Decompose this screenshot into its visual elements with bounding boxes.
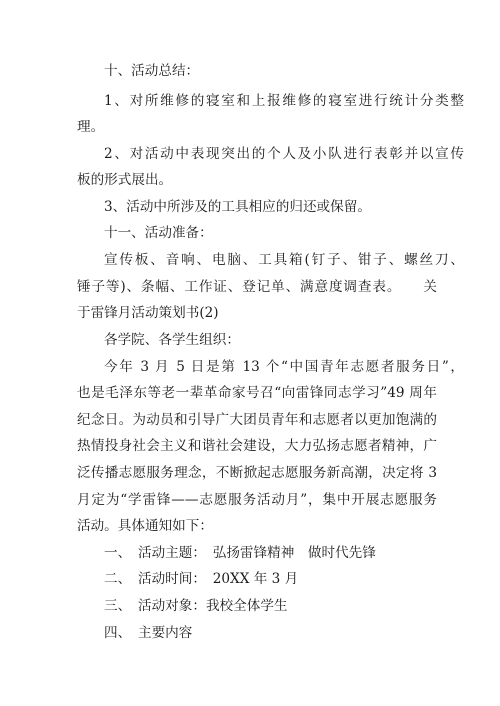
section-heading-summary: 十、活动总结：: [104, 63, 200, 79]
paragraph-line: 热情投身社会主义和谐社会建设，大力弘扬志愿者精神，广: [77, 438, 437, 454]
list-item-theme: 一、 活动主题： 弘扬雷锋精神 做时代先锋: [104, 545, 376, 561]
paragraph-line: 纪念日。为动员和引导广大团员青年和志愿者以更加饱满的: [77, 412, 437, 428]
salutation: 各学院、各学生组织：: [104, 332, 240, 348]
list-item-content: 四、 主要内容: [104, 625, 193, 641]
paragraph-line: 宣传板、音响、电脑、工具箱(钉子、钳子、螺丝刀、: [104, 252, 464, 268]
paragraph-line: 板的形式展出。: [77, 172, 173, 188]
paragraph-line: 3、活动中所涉及的工具相应的归还或保留。: [104, 199, 371, 215]
list-item-time: 二、 活动时间： 20XX 年 3 月: [104, 571, 299, 587]
list-item-audience: 三、 活动对象：我校全体学生: [104, 598, 288, 614]
paragraph-line: 今年 3 月 5 日是第 13 个“中国青年志愿者服务日”，: [104, 359, 464, 375]
paragraph-line: 1、对所维修的寝室和上报维修的寝室进行统计分类整: [104, 93, 464, 109]
section-heading-preparation: 十一、活动准备：: [104, 225, 213, 241]
paragraph-line: 泛传播志愿服务理念，不断掀起志愿服务新高潮，决定将 3: [77, 465, 437, 481]
paragraph-line: 活动。具体通知如下：: [77, 518, 213, 534]
document-title-line: 于雷锋月活动策划书(2): [77, 305, 219, 321]
paragraph-line: 2、对活动中表现突出的个人及小队进行表彰并以宣传: [104, 146, 464, 162]
paragraph-line: 月定为“学雷锋——志愿服务活动月”，集中开展志愿服务: [77, 492, 437, 508]
paragraph-line: 理。: [77, 119, 105, 135]
paragraph-line: 锤子等)、条幅、工作证、登记单、满意度调查表。 关: [77, 279, 437, 295]
paragraph-line: 也是毛泽东等老一辈革命家号召“向雷锋同志学习”49 周年: [77, 385, 437, 401]
